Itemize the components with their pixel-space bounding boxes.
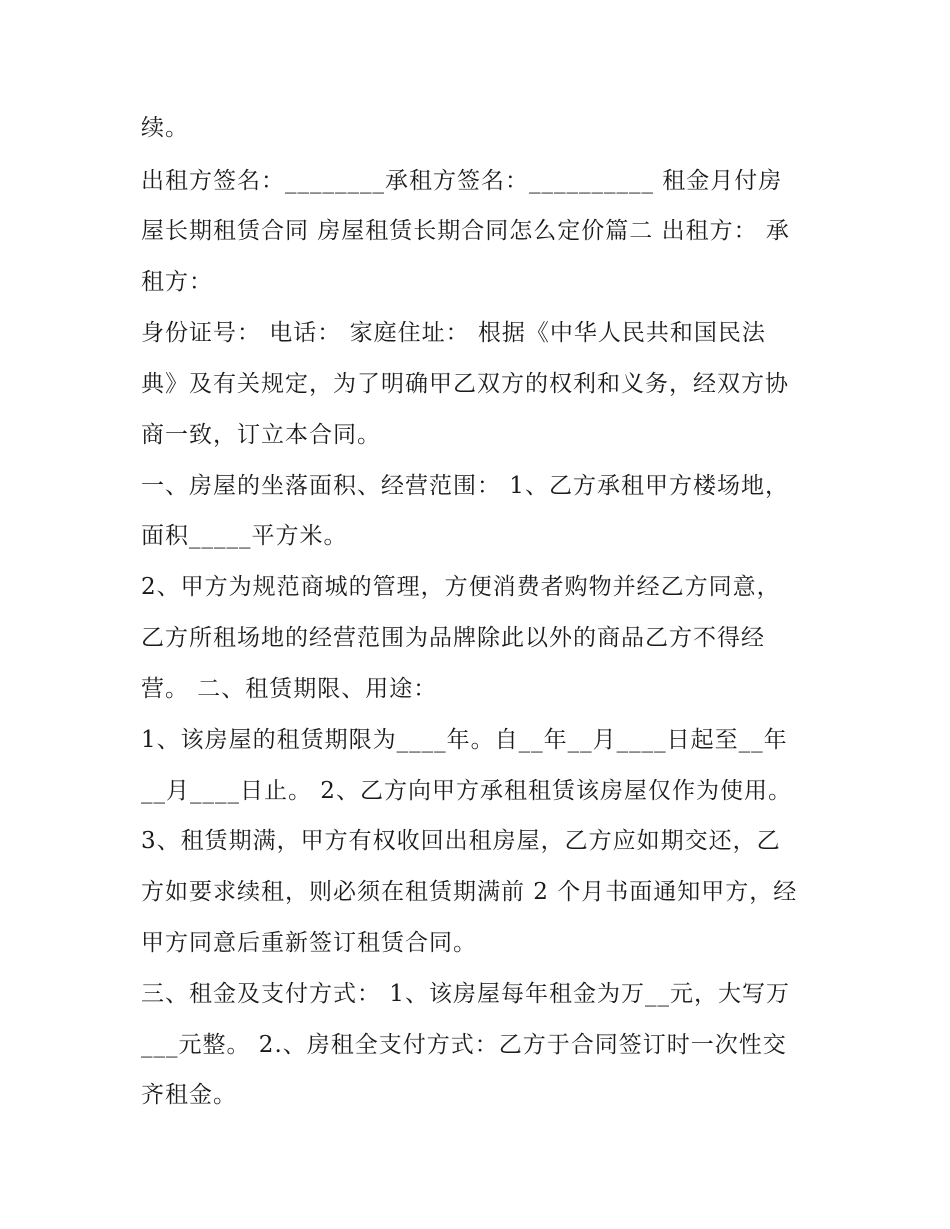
text-line: 出租方签名：________承租方签名：__________ 租金月付房 <box>141 168 783 194</box>
text-line: 三、租金及支付方式： 1、该房屋每年租金为万__元，大写万 <box>141 981 790 1007</box>
text-line: __月____日止。 2、乙方向甲方承租租赁该房屋仅作为使用。 <box>141 778 792 804</box>
text-line: 租方： <box>141 269 213 295</box>
text-line: 乙方所租场地的经营范围为品牌除此以外的商品乙方不得经 <box>141 625 765 651</box>
text-line: 屋长期租赁合同 房屋租赁长期合同怎么定价篇二 出租方： 承 <box>141 218 790 244</box>
text-line: 3、租赁期满，甲方有权收回出租房屋，乙方应如期交还，乙 <box>141 828 781 854</box>
text-line: 典》及有关规定，为了明确甲乙双方的权利和义务，经双方协 <box>141 371 789 397</box>
text-line: 一、房屋的坐落面积、经营范围： 1、乙方承租甲方楼场地， <box>141 473 789 499</box>
text-line: 1、该房屋的租赁期限为____年。自__年__月____日起至__年 <box>141 727 788 753</box>
text-line: 商一致，订立本合同。 <box>141 422 381 448</box>
text-line: 方如要求续租，则必须在租赁期满前 2 个月书面通知甲方，经 <box>141 879 798 905</box>
text-line: 甲方同意后重新签订租赁合同。 <box>141 930 477 956</box>
text-line: 面积_____平方米。 <box>141 523 348 549</box>
text-line: ___元整。 2.、房租全支付方式：乙方于合同签订时一次性交 <box>141 1032 787 1058</box>
text-line: 2、甲方为规范商城的管理，方便消费者购物并经乙方同意， <box>141 574 781 600</box>
text-line: 营。 二、租赁期限、用途： <box>141 676 438 702</box>
text-line: 续。 <box>141 115 189 141</box>
text-line: 身份证号： 电话： 家庭住址： 根据《中华人民共和国民法 <box>141 320 766 346</box>
text-line: 齐租金。 <box>141 1082 237 1108</box>
